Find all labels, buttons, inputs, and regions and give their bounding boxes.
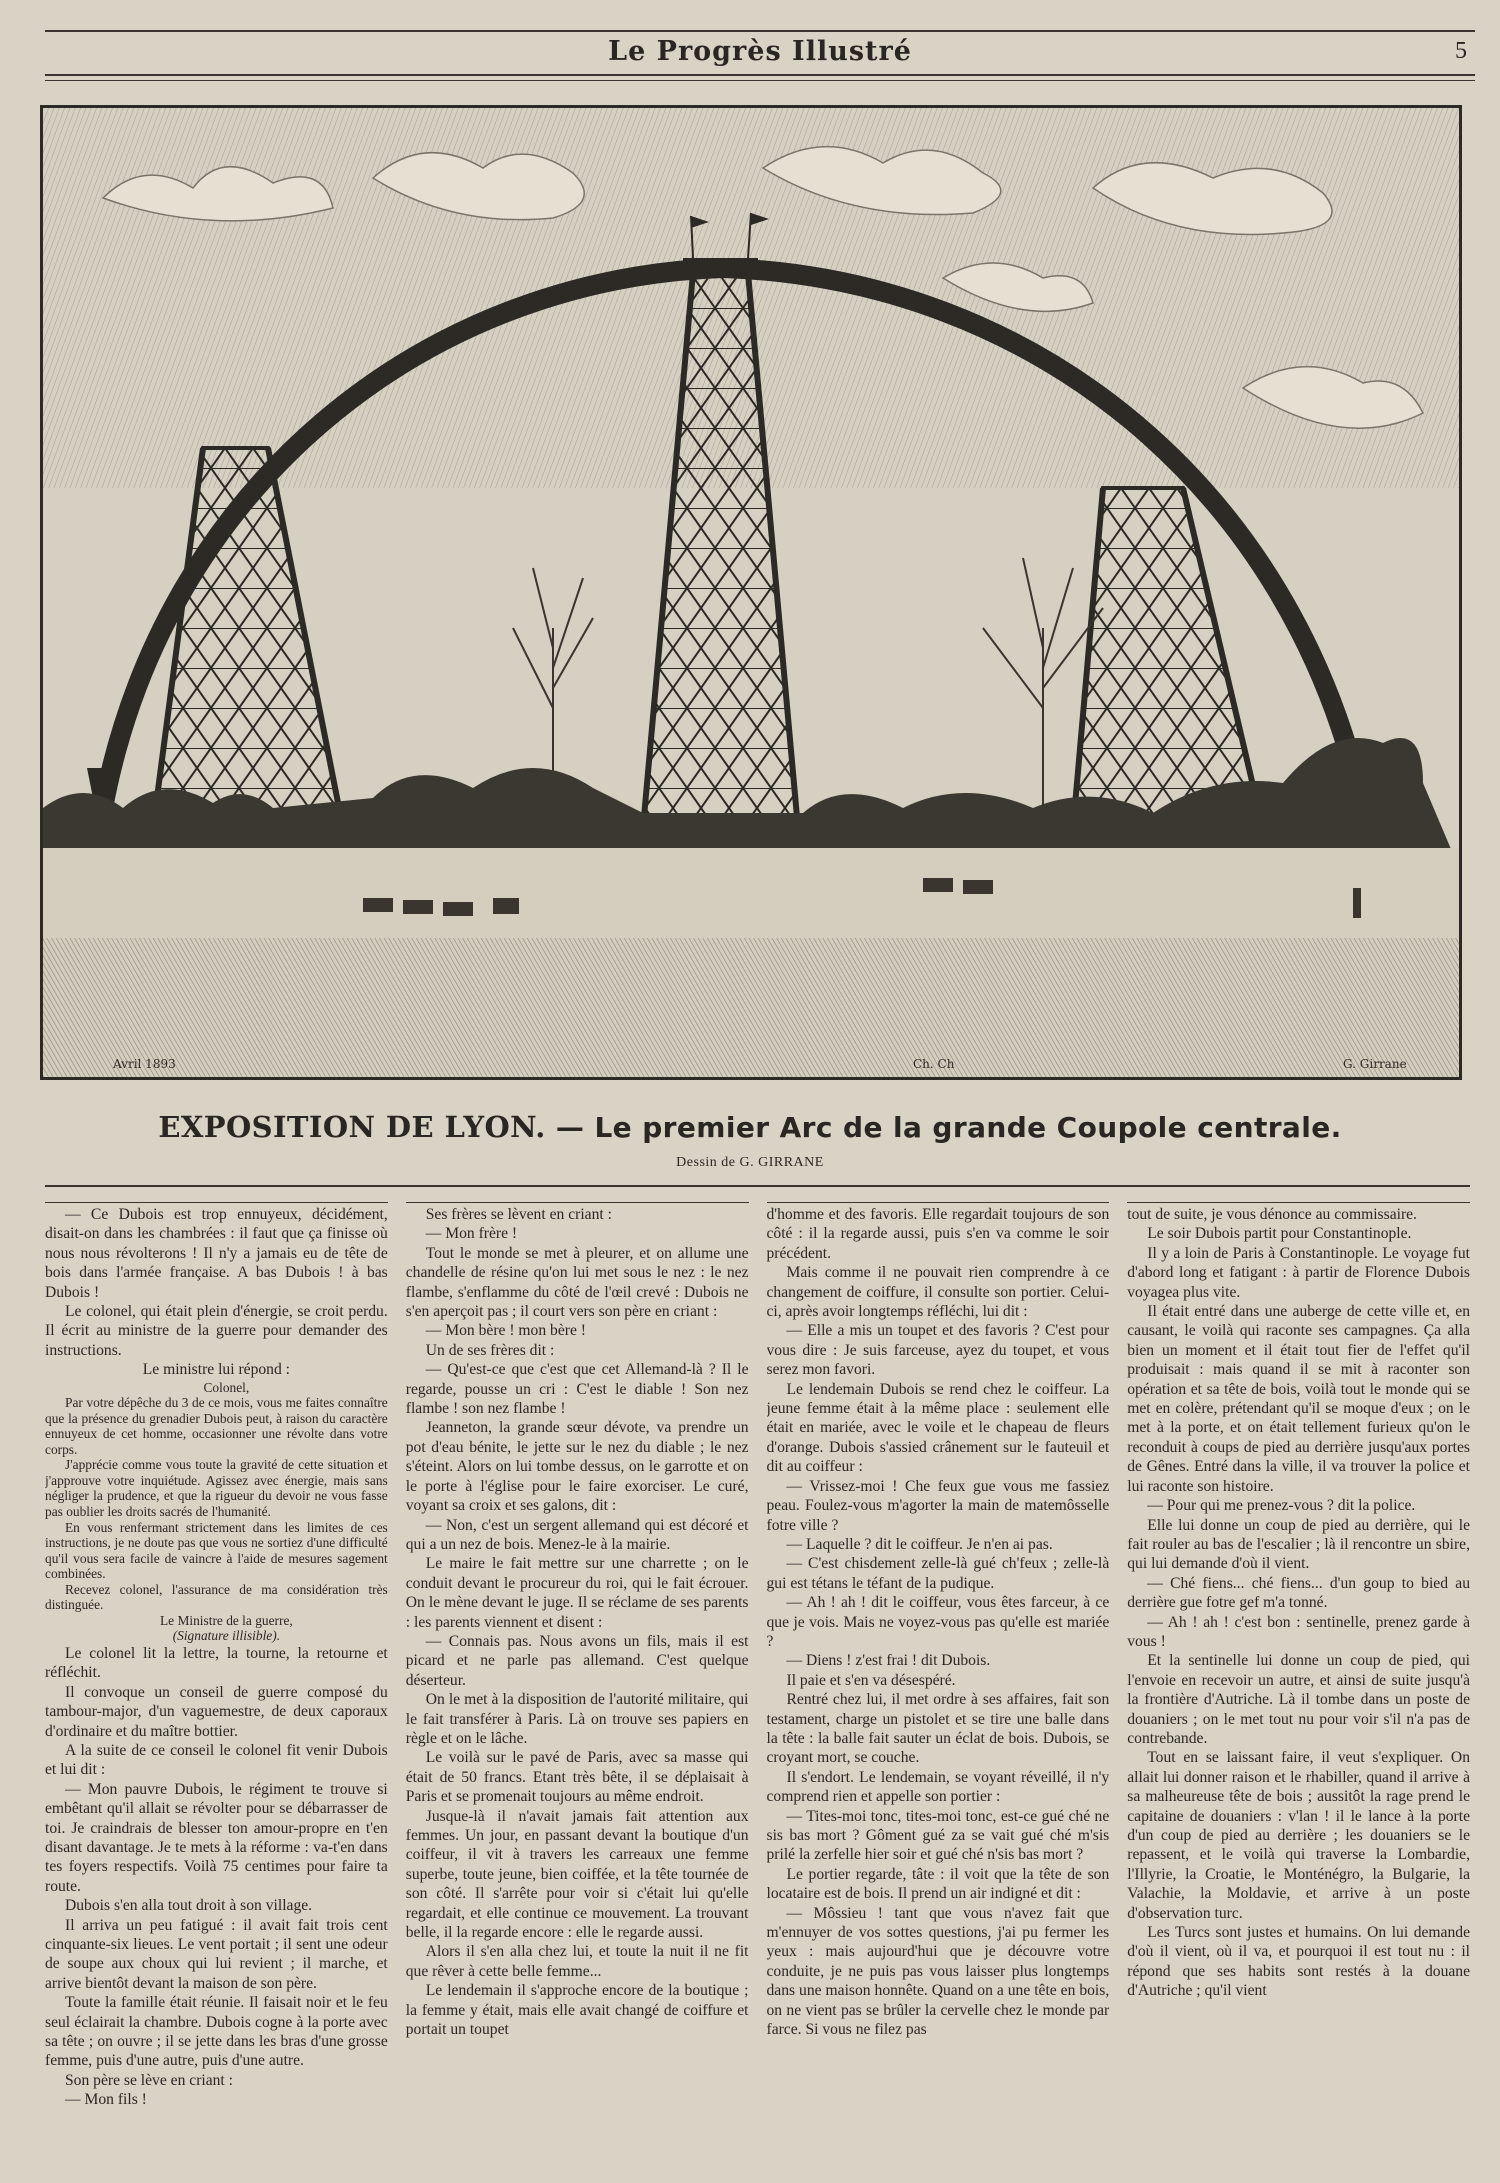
paragraph: A la suite de ce conseil le colonel fit venir Dubois et lui dit :	[45, 1741, 388, 1779]
paragraph: — Connais pas. Nous avons un fils, mais il est picard et ne parle pas allemand. C'est quelque déserteur.	[405, 1632, 749, 1689]
paragraph: Le voilà sur le pavé de Paris, avec sa masse qui était de 50 francs. Etant très bête, il se déplaisait à Paris et se promenait toujours au même endroit.	[405, 1749, 749, 1806]
paragraph: — Laquelle ? dit le coiffeur. Je n'en ai pas.	[786, 1535, 1053, 1553]
paragraph: Il paie et s'en va désespéré.	[786, 1671, 956, 1689]
header-rule-middle	[45, 74, 1475, 76]
paragraph: — Môssieu ! tant que vous n'avez fait que m'ennuyer de vos sottes questions, j'ai pu fermer les yeux : mais aujourd'hui que je découvre votre conduite, je ne puis pas vous laisser plus longtemps dans une maison honnête. Quand on a une tête en bois, on ne vient pas se brûler la cervelle chez le monde par farce. Si vous ne filez pas	[766, 1904, 1110, 2039]
illustration-signature-right: G. Girrane	[1343, 1057, 1407, 1071]
paragraph: d'homme et des favoris. Elle regardait toujours de son côté : il la regarde aussi, puis s'en va comme le soir précédent.	[766, 1206, 1110, 1262]
letter-paragraph: J'apprécie comme vous toute la gravité de cette situation et j'approuve votre inquiétude. Agissez avec énergie, mais sans négliger la prudence, et que la rigueur du devoir ne vous fasse pas oublier les droits sacrés de l'humanité.	[45, 1457, 388, 1520]
paragraph: — Pour qui me prenez-vous ? dit la police.	[1147, 1497, 1416, 1515]
paragraph: tout de suite, je vous dénonce au commissaire.	[1127, 1206, 1417, 1223]
paragraph: — Mon fils !	[65, 2091, 147, 2109]
caption-rest: — Le premier Arc de la grande Coupole centrale.	[555, 1111, 1342, 1144]
paragraph: Et la sentinelle lui donne un coup de pied, qui l'envoie en recevoir un autre, et ainsi de suite jusqu'à la frontière d'Autriche. Là il tombe dans un poste de douaniers ; on le met tout nu pour voir s'il n'a pas de contrebande.	[1127, 1652, 1470, 1747]
article-column-3	[767, 1202, 1110, 2162]
illustration-credit: Dessin de G. GIRRANE	[676, 1155, 824, 1170]
ground-shading	[43, 938, 1459, 1077]
column-top-rule	[45, 1202, 388, 1203]
paragraph: — Non, c'est un sergent allemand qui est décoré et qui a un nez de bois. Menez-le à la mairie.	[405, 1516, 749, 1553]
article-columns	[45, 1202, 1470, 2162]
engraving-illustration	[40, 105, 1462, 1080]
paragraph: Le colonel lit la lettre, la tourne, la retourne et réfléchit.	[45, 1644, 388, 1682]
paragraph: Tout en se laissant faire, il veut s'expliquer. On allait lui donner raison et le rhabiller, quand il arrive à sa malheureuse tête de bois ; aussitôt la rage prend le capitaine de douaniers : v'lan ! il le lance à la porte d'un coup de pied au derrière ; les douaniers se le repassent, et le voilà qui traverse la Lombardie, l'Illyrie, la Croatie, le Monténégro, la Bulgarie, la Valachie, la Moldavie, et arrive à un poste d'observation turc.	[1127, 1749, 1470, 1922]
column-top-rule	[1127, 1202, 1470, 1203]
header-rule-top	[45, 30, 1475, 32]
column-top-rule	[406, 1202, 749, 1203]
letter-salutation: Colonel,	[203, 1379, 250, 1395]
article-column-1	[45, 1202, 388, 2162]
minister-letter	[45, 1380, 388, 1644]
paragraph: — Ché fiens... ché fiens... d'un goup to bied au derrière gue fotre gef m'a tonné.	[1127, 1574, 1470, 1612]
paragraph: — Mon bère ! mon bère !	[425, 1322, 586, 1340]
page-number: 5	[1455, 38, 1467, 64]
paragraph: On le met à la disposition de l'autorité militaire, qui le fait transférer à Paris. Là on trouve ses papiers en règle et on le lâche.	[405, 1691, 749, 1747]
header-rule-bottom	[45, 80, 1475, 81]
paragraph: — Elle a mis un toupet et des favoris ? C'est pour vous dire : Je suis farceuse, ayez du toupet, et vous serez mon favori.	[766, 1322, 1110, 1379]
paragraph: Le ministre lui répond :	[142, 1361, 290, 1379]
paragraph: — Vrissez-moi ! Che feux gue vous me fassiez peau. Foulez-vous m'agorter la main de matemôsselle fotre ville ?	[766, 1477, 1110, 1534]
section-rule	[45, 1185, 1470, 1187]
paragraph: Il convoque un conseil de guerre composé du tambour-major, d'un vaguemestre, de deux caporaux d'ordinaire et du maître bottier.	[45, 1683, 388, 1740]
paragraph: Elle lui donne un coup de pied au derrière, qui le fait rouler au bas de l'escalier ; là il rencontre un sbire, qui lui demande d'où il vient.	[1127, 1516, 1470, 1573]
paragraph: — Ah ! ah ! dit le coiffeur, vous êtes farceur, à ce que je vois. Mais ne voyez-vous pas qu'elle est mariée ?	[766, 1594, 1110, 1650]
paragraph: Un de ses frères dit :	[425, 1341, 555, 1359]
illustration-signature-left: Avril 1893	[113, 1057, 176, 1071]
paragraph: — Mon frère !	[425, 1225, 518, 1243]
letter-signer: Le Ministre de la guerre,	[160, 1612, 293, 1628]
paragraph: Alors il s'en alla chez lui, et toute la nuit il ne fit que rêver à cette belle femme...	[405, 1943, 749, 1980]
paragraph: Ses frères se lèvent en criant :	[425, 1206, 612, 1223]
paragraph: Il s'endort. Le lendemain, se voyant réveillé, il n'y comprend rien et appelle son portier :	[766, 1768, 1110, 1806]
illustration-caption	[0, 1110, 1500, 1144]
paragraph: Mais comme il ne pouvait rien comprendre à ce changement de coiffure, il consulte son portier. Celui-ci, après avoir longtemps réfléchi, lui dit :	[766, 1264, 1110, 1321]
paragraph: Le portier regarde, tâte : il voit que la tête de son locataire est de bois. Il prend un air indigné et dit :	[766, 1865, 1110, 1903]
paragraph: Rentré chez lui, il met ordre à ses affaires, fait son testament, charge un pistolet et se tire une balle dans la tête : la balle fait sauter un éclat de bois. Dubois, se croyant mort, se couche.	[766, 1691, 1110, 1767]
paragraph: Il arriva un peu fatigué : il avait fait trois cent cinquante-six lieues. Le vent portait ; il sent une odeur de soupe aux choux qui lui revient ; il marche, et arrive bientôt devant la maison de son père.	[45, 1916, 388, 1992]
paragraph: — Ce Dubois est trop ennuyeux, décidément, disait-on dans les chambrées : il faut que ça finisse où nous nous révolterons ! Il n'y a jamais eu de tête de bois dans l'armée française. A bas Dubois ! à bas Dubois !	[45, 1206, 388, 1301]
caption-lead: EXPOSITION DE LYON.	[158, 1110, 546, 1144]
paragraph: — Ah ! ah ! c'est bon : sentinelle, prenez garde à vous !	[1127, 1613, 1470, 1650]
paragraph: Il était entré dans une auberge de cette ville et, en causant, le voilà qui raconte ses campagnes. Ça alla bien un moment et il était tout fier de l'effet qu'il produisait : mais quand il se mit à raconter son opération et sa tête de bois, voilà tout le monde qui se met en colère, prétendant qu'il se moque d'eux ; on le met à la porte, et on était tellement furieux qu'on le reconduit à coups de pied au derrière jusqu'aux portes de Gênes. Entré dans la ville, il va trouver la police et lui raconte son histoire.	[1127, 1303, 1470, 1495]
article-column-2	[406, 1202, 749, 2162]
illustration-signature-center: Ch. Ch	[913, 1057, 955, 1071]
paragraph: Son père se lève en criant :	[65, 2071, 233, 2089]
arch-engraving	[43, 108, 1459, 1077]
page-header	[45, 30, 1475, 88]
column-top-rule	[767, 1202, 1110, 1203]
letter-paragraph: En vous renfermant strictement dans les limites de ces instructions, je ne doute pas que vous ne sortiez d'une difficulté qu'il vous sera facile de vaincre à l'aide de mesures sagement combinées.	[45, 1519, 388, 1582]
letter-paragraph: Recevez colonel, l'assurance de ma considération très distinguée.	[45, 1581, 388, 1613]
paragraph: Le lendemain il s'approche encore de la boutique ; la femme y était, mais elle avait changé de coiffure et portait un toupet	[405, 1982, 749, 2039]
paragraph: Jeanneton, la grande sœur dévote, va prendre un pot d'eau bénite, le jette sur le nez du diable ; le nez s'éteint. Alors on lui tombe dessus, on le garrotte et on le porte à l'église pour le faire exorciser. Le curé, voyant sa croix et ses galons, dit :	[405, 1419, 749, 1515]
paragraph: Tout le monde se met à pleurer, et on allume une chandelle de résine qu'on lui met sous le nez : le nez flambe, s'enflamme du côté de l'œil crevé : Dubois ne s'en aperçoit pas ; il court vers son père en criant :	[405, 1244, 749, 1321]
paragraph: — Mon pauvre Dubois, le régiment te trouve si embêtant qu'il allait se révolter pour se débarrasser de toi. Je craindrais de blesser ton amour-propre en t'en disant davantage. Je te mets à la réforme : va-t'en dans tes foyers respectifs. Voilà 75 centimes pour faire ta route.	[45, 1780, 388, 1895]
paragraph: — Tites-moi tonc, tites-moi tonc, est-ce gué ché ne sis bas mort ? Gôment gué za se vait gué ché m'sis prilé la zerfelle hier soir et gué ché n'sis bas mort ?	[766, 1807, 1110, 1864]
paragraph: — Qu'est-ce que c'est que cet Allemand-là ? Il le regarde, pousse un cri : C'est le diable ! Son nez flambe ! son nez flambe !	[405, 1361, 749, 1418]
article-column-4	[1127, 1202, 1470, 2162]
paragraph: Le soir Dubois partit pour Constantinople.	[1147, 1225, 1412, 1243]
letter-signature: (Signature illisible).	[172, 1628, 281, 1644]
paragraph: Le lendemain Dubois se rend chez le coiffeur. La jeune femme était à la même place : seulement elle était en mariée, avec le voile et le chapeau de fleurs d'orange. Dubois s'assied crânement sur le fauteuil et dit au coiffeur :	[766, 1380, 1110, 1476]
paragraph: Dubois s'en alla tout droit à son village.	[65, 1897, 313, 1915]
paragraph: Le colonel, qui était plein d'énergie, se croit perdu. Il écrit au ministre de la guerre pour demander des instructions.	[45, 1303, 388, 1359]
paragraph: Il y a loin de Paris à Constantinople. Le voyage fut d'abord long et fatigant : à partir de Florence Dubois voyagea plus vite.	[1127, 1244, 1470, 1301]
paragraph: Jusque-là il n'avait jamais fait attention aux femmes. Un jour, en passant devant la boutique d'un coiffeur, il vit à travers les carreaux une femme superbe, toute jeune, bien coiffée, et la tête tournée de son côté. Il s'arrête pour voir si c'était lui qu'elle regardait, et elle continue ce mouvement. La trouvant belle, il la regarde encore : elle le regarde aussi.	[405, 1807, 749, 1942]
paragraph: — Diens ! z'est frai ! dit Dubois.	[786, 1652, 991, 1670]
paragraph: — C'est chisdement zelle-là gué ch'feux ; zelle-là gui est tétans le téfant de la pudique.	[766, 1555, 1110, 1592]
letter-paragraph: Par votre dépêche du 3 de ce mois, vous me faites connaître que la présence du grenadier Dubois peut, à raison du caractère ennuyeux de cet homme, occasionner une révolte dans votre corps.	[45, 1395, 388, 1457]
masthead-title: Le Progrès Illustré	[608, 36, 912, 67]
paragraph: Toute la famille était réunie. Il faisait noir et le feu seul éclairait la chambre. Dubois cogne à la porte avec sa tête ; on ouvre ; il se jette dans les bras d'une grosse femme, puis d'une autre, puis d'une autre.	[45, 1994, 388, 2070]
paragraph: Les Turcs sont justes et humains. On lui demande d'où il vient, où il va, et pourquoi il est tout nu : il répond que ses habits sont restés à la douane d'Autriche ; qu'il vient	[1127, 1924, 1470, 2000]
paragraph: Le maire le fait mettre sur une charrette ; on le conduit devant le procureur du roi, qui le fait écrouer. On le mène devant le juge. Il se réclame de ses parents : les parents viennent et disent :	[405, 1555, 749, 1631]
